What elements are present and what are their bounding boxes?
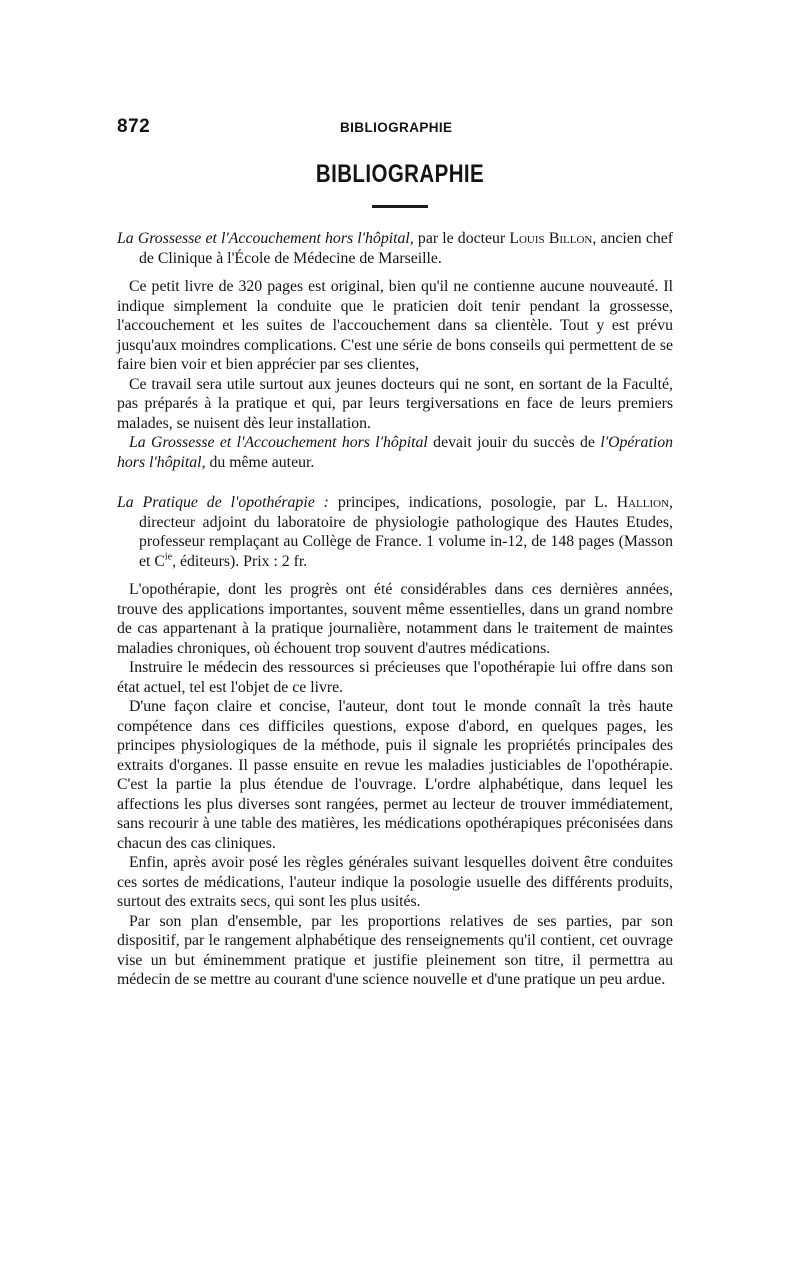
- review-1-heading: [117, 229, 673, 268]
- review-2-author-initial: L.: [594, 494, 608, 511]
- review-1-p3-title: La Grossesse et l'Accouchement hors l'hôpital: [129, 434, 428, 451]
- page-number: 872: [117, 116, 151, 137]
- review-2-paragraph-4: Enfin, après avoir posé les règles générales suivant lesquelles doivent être conduites ces sortes de médications, l'auteur indique la posologie usuelle des différents produits, surtout des extraits secs, qui sont les plus usités.: [117, 854, 673, 910]
- review-1-by: par le docteur: [417, 230, 506, 247]
- review-2-author-desc: directeur adjoint du laboratoire de physiologie pathologique des Hautes Etudes, professeur remplaçant au Collège de France.: [139, 513, 673, 550]
- title-rule: [372, 205, 428, 208]
- review-1-paragraph-1: Ce petit livre de 320 pages est original, bien qu'il ne contienne aucune nouveauté. Il indique simplement la conduite que le praticien doit tenir pendant la grossesse, l'accouchement et les suites de l'accouchement dans sa clientèle. Tout y est prévu jusqu'aux moindres complications. C'est une série de bons conseils qui permettent de se faire bien voir et bien apprécier par ses clientes,: [117, 278, 673, 373]
- review-1-book-title: La Grossesse et l'Accouchement hors l'hôpital,: [117, 230, 414, 247]
- review-1-author-first: Louis: [509, 230, 545, 247]
- review-2-paragraph-5: Par son plan d'ensemble, par les proportions relatives de ses parties, par son dispositif, par le rangement alphabétique des renseignements qu'il contient, cet ouvrage vise un but éminemment pratique et justifie pleinement son titre, il permettra au médecin de se mettre au courant d'une science nouvelle et d'une pratique un peu ardue.: [117, 912, 673, 988]
- review-1-paragraph-2: Ce travail sera utile surtout aux jeunes docteurs qui ne sont, en sortant de la Faculté, pas préparés à la pratique et qui, par leurs tergiversations en face de leurs premiers malades, se nuisent dès leur installation.: [117, 375, 673, 432]
- review-2-paragraph-3: D'une façon claire et concise, l'auteur, dont tout le monde connaît la très haute compétence dans ces difficiles questions, expose d'abord, en quelques pages, les principes physiologiques de la méthode, puis il signale les propriétés principales des extraits d'organes. Il passe ensuite en revue les maladies justiciables de l'opothérapie. C'est la partie la plus étendue de l'ouvrage. L'ordre alphabétique, dans lequel les affections les plus diverses sont rangées, permet au lecteur de trouver immédiatement, sans recourir à une table des matières, les médications opothérapiques préconisées dans chacun des cas cliniques.: [117, 698, 673, 852]
- review-1-p3-title2: l'Opération hors l'hôpital,: [117, 434, 674, 471]
- review-2-heading: [117, 493, 673, 571]
- review-2-subtitle: principes, indications, posologie, par: [337, 494, 586, 511]
- review-2-book-title: La Pratique de l'opothérapie :: [117, 494, 329, 511]
- review-2-author-last: Hallion,: [616, 494, 673, 511]
- review-1-author-last: Billon,: [548, 230, 597, 247]
- review-1-p3-end: du même auteur.: [209, 453, 315, 471]
- review-2-paragraph-2: Instruire le médecin des ressources si précieuses que l'opothérapie lui offre dans son état actuel, tel est l'objet de ce livre.: [117, 659, 673, 696]
- review-2-paragraph-1: L'opothérapie, dont les progrès ont été considérables dans ces dernières années, trouve des applications importantes, souvent même essentielles, dans un grand nombre de cas appartenant à la pratique journalière, notamment dans le traitement de maintes maladies chroniques, où échouent trop souvent d'autres médications.: [117, 581, 673, 657]
- review-opotherapie: [117, 493, 673, 990]
- running-head: [0, 116, 800, 140]
- review-2-publication: 1 volume in-12, de 148 pages (Masson et $C^{ie}$, éditeurs). Prix : 2 fr.: [139, 533, 673, 570]
- review-1-p3-mid: devait jouir du succès de: [433, 434, 595, 451]
- review-1-author-desc: ancien chef de Clinique à l'École de Médecine de Marseille.: [139, 230, 674, 267]
- running-title: BIBLIOGRAPHIE: [340, 120, 453, 135]
- section-title: BIBLIOGRAPHIE: [315, 160, 485, 188]
- review-grossesse: [117, 229, 673, 472]
- review-1-paragraph-3: [117, 433, 673, 472]
